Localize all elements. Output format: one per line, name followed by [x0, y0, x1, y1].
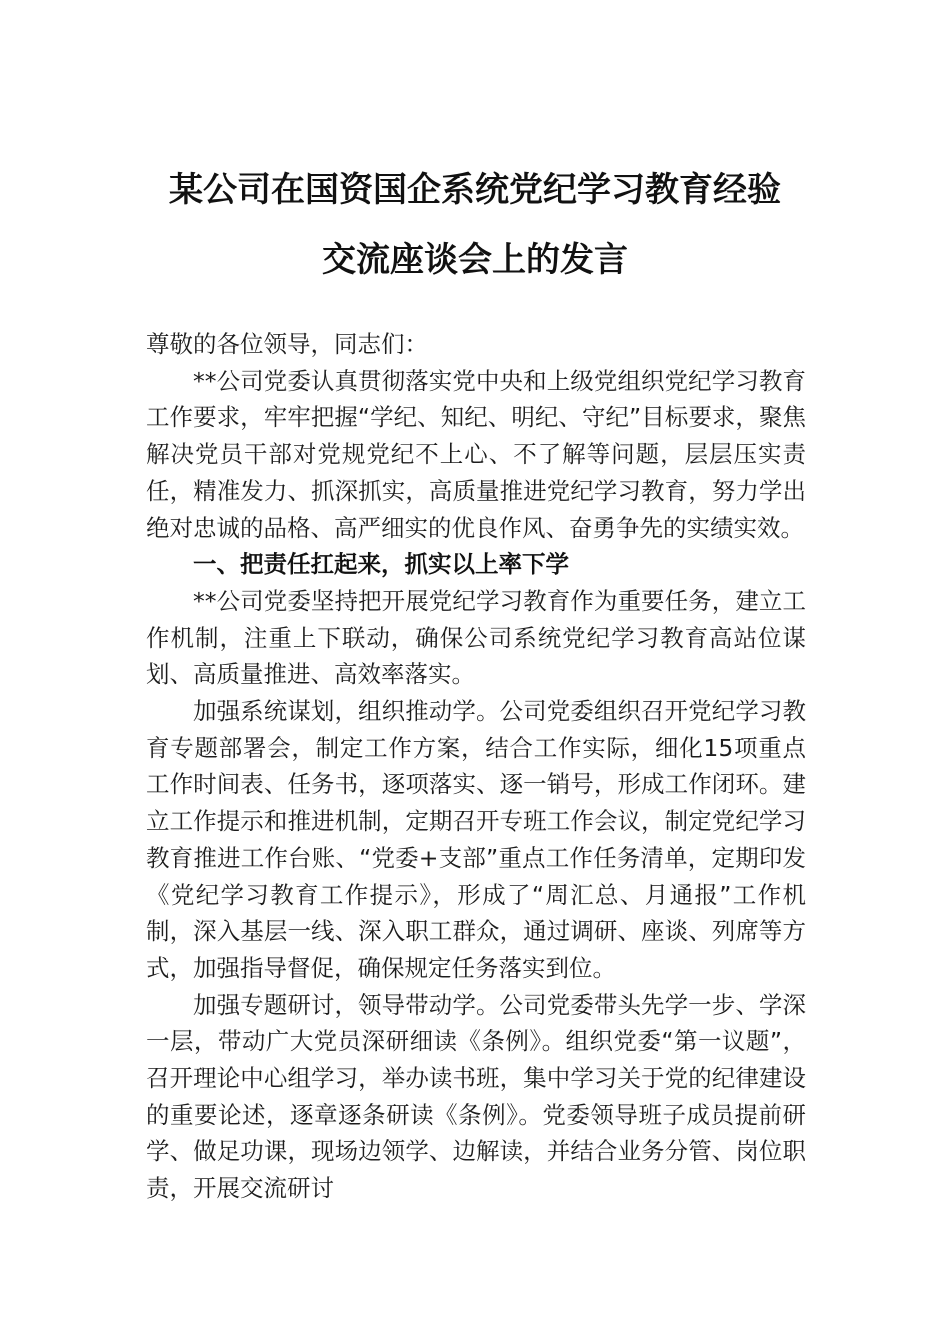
paragraph-intro: **公司党委认真贯彻落实党中央和上级党组织党纪学习教育工作要求，牢牢把握“学纪、知纪、明纪、守纪”目标要求，聚焦解决党员干部对党规党纪不上心、不了解等问题，层层压实责任，精准发力、抓深抓实，高质量推进党纪学习教育，努力学出绝对忠诚的品格、高严细实的优良作风、奋勇争先的实绩实效。 — [146, 366, 806, 542]
paragraph-special-study: 加强专题研讨，领导带动学。公司党委带头先学一步、学深一层，带动广大党员深研细读《条例》。组织党委“第一议题”，召开理论中心组学习，举办读书班，集中学习关于党的纪律建设的重要论述，逐章逐条研读《条例》。党委领导班子成员提前研学、做足功课，现场边领学、边解读，并结合业务分管、岗位职责，开展交流研讨 — [146, 990, 806, 1203]
document-body — [146, 326, 806, 1207]
paragraph-system-planning: 加强系统谋划，组织推动学。公司党委组织召开党纪学习教育专题部署会，制定工作方案，结合工作实际，细化15项重点工作时间表、任务书，逐项落实、逐一销号，形成工作闭环。建立工作提示和推进机制，定期召开专班工作会议，制定党纪学习教育推进工作台账、“党委+支部”重点工作任务清单，定期印发《党纪学习教育工作提示》，形成了“周汇总、月通报”工作机制，深入基层一线、深入职工群众，通过调研、座谈、列席等方式，加强指导督促，确保规定任务落实到位。 — [146, 697, 806, 982]
salutation: 尊敬的各位领导，同志们： — [146, 330, 428, 358]
document-title-line-1: 某公司在国资国企系统党纪学习教育经验 — [169, 170, 781, 210]
paragraph-section-1-intro: **公司党委坚持把开展党纪学习教育作为重要任务，建立工作机制，注重上下联动，确保公司系统党纪学习教育高站位谋划、高质量推进、高效率落实。 — [146, 586, 806, 689]
document-title-line-2: 交流座谈会上的发言 — [322, 240, 628, 280]
section-heading-1: 一、把责任扛起来，抓实以上率下学 — [193, 550, 569, 579]
